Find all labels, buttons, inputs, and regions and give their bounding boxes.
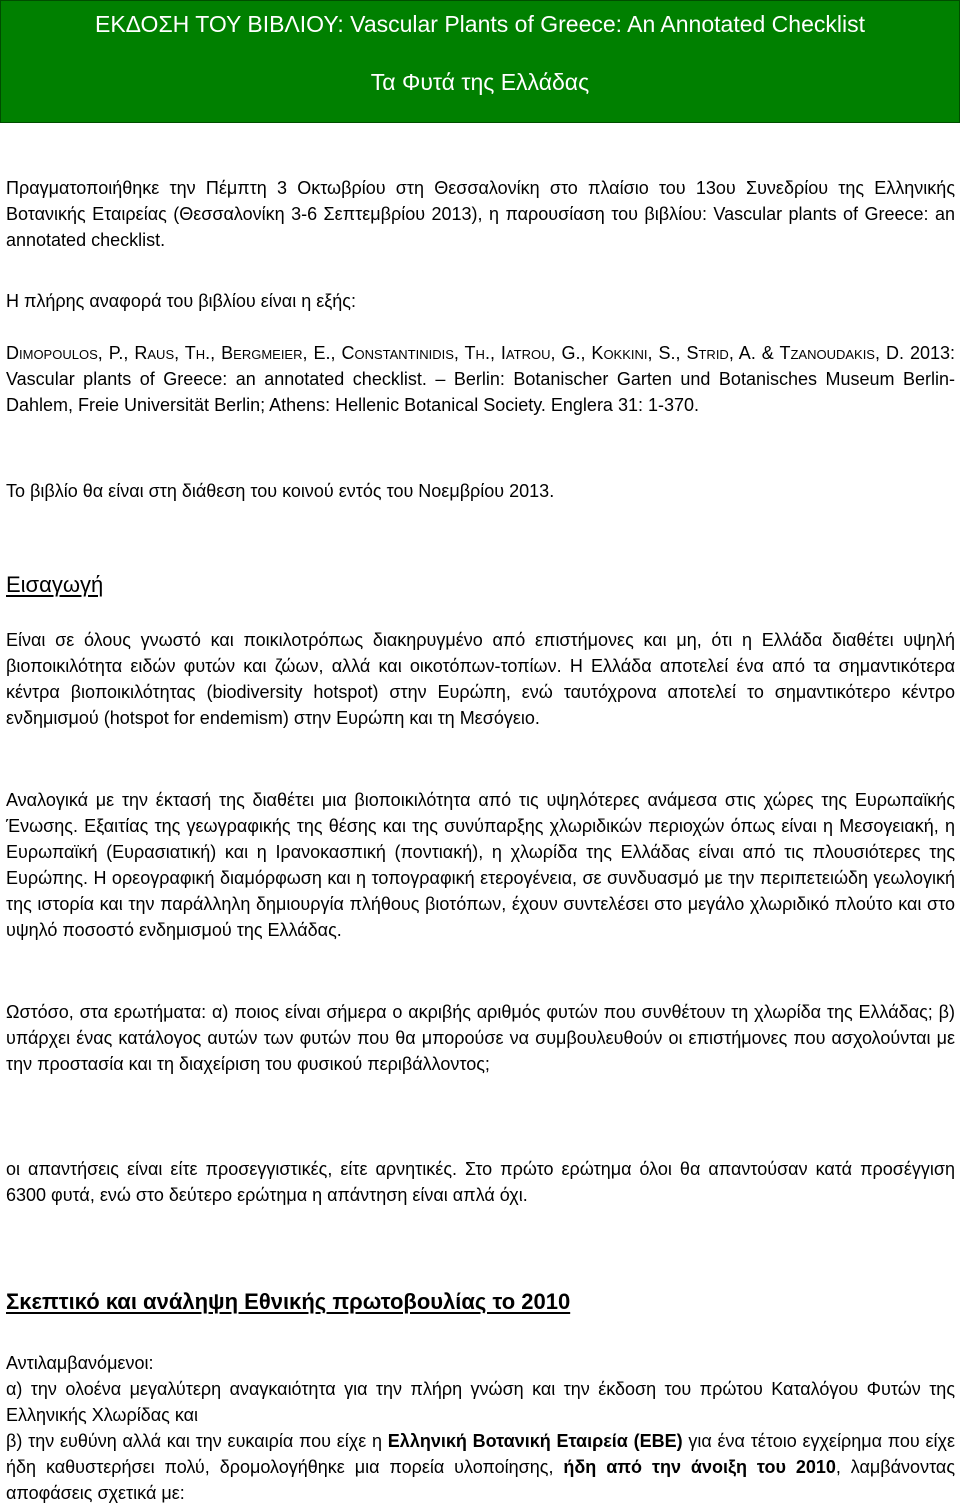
society-name: Ελληνική Βοτανική Εταιρεία (ΕΒΕ) xyxy=(387,1431,683,1451)
intro-paragraph: Πραγματοποιήθηκε την Πέμπτη 3 Οκτωβρίου στη Θεσσαλονίκη στο πλαίσιο του 13ου Συνεδρίου της Ελληνικής Βοτανικής Εταιρείας (Θεσσαλονίκη 3-6 Σεπτεμβρίου 2013), η παρουσίαση του βιβλίου: Vascular plants of Greece: an annotated checklist. xyxy=(6,178,955,250)
spring-2010-emphasis: ήδη από την άνοιξη του 2010 xyxy=(563,1457,836,1477)
reference-label: Η πλήρης αναφορά του βιβλίου είναι η εξής: xyxy=(6,291,356,311)
initiative-paragraph xyxy=(6,1350,955,1506)
section-heading-introduction: Εισαγωγή xyxy=(6,572,104,597)
introduction-paragraph-4: οι απαντήσεις είναι είτε προσεγγιστικές, είτε αρνητικές. Στο πρώτο ερώτημα όλοι θα απαντούσαν κατά προσέγγιση 6300 φυτά, ενώ στο δεύτερο ερώτημα η απάντηση είναι απλά όχι. xyxy=(6,1159,955,1205)
initiative-line-1: Αντιλαμβανόμενοι: xyxy=(6,1353,154,1373)
section-heading-initiative: Σκεπτικό και ανάληψη Εθνικής πρωτοβουλίας το 2010 xyxy=(6,1289,571,1314)
banner-subtitle: Τα Φυτά της Ελλάδας xyxy=(370,69,590,95)
citation-authors: Dimopoulos, P., Raus, Th., Bergmeier, E., Constantinidis, Th., Iatrou, G., Kokkini, S., Strid, A. & Tzanoudakis, D. xyxy=(6,343,904,363)
title-banner xyxy=(0,0,960,123)
introduction-paragraph-1: Είναι σε όλους γνωστό και ποικιλοτρόπως διακηρυγμένο από επιστήμονες και μη, ότι η Ελλάδα διαθέτει υψηλή βιοποικιλότητα ειδών φυτών και ζώων, αλλά και οικοτόπων-τοπίων. Η Ελλάδα αποτελεί ένα από τα σημαντικότερα κέντρα βιοποικιλότητας (biodiversity hotspot) στην Ευρώπη, ενώ ταυτόχρονα αποτελεί το σημαντικότερο κέντρο ενδημισμού (hotspot for endemism) στην Ευρώπη και τη Μεσόγειο. xyxy=(6,630,955,728)
citation-details: 2013: Vascular plants of Greece: an annotated checklist. – Berlin: Botanischer Garten und Botanisches Museum Berlin-Dahlem, Freie Universität Berlin; Athens: Hellenic Botanical Society. Englera 31: 1-370. xyxy=(6,343,955,415)
initiative-line-3-end: , λαμβάνοντας αποφάσεις σχετικά με: xyxy=(6,1457,956,1503)
initiative-line-3-start: β) την ευθύνη αλλά και την ευκαιρία που είχε η xyxy=(6,1431,388,1451)
introduction-paragraph-3: Ωστόσο, στα ερωτήματα: α) ποιος είναι σήμερα ο ακριβής αριθμός φυτών που συνθέτουν τη χλωρίδα της Ελλάδας; β) υπάρχει ένας κατάλογος αυτών των φυτών που θα μπορούσε να συμβουλευθούν οι επιστήμονες που ασχολούνται με την προστασία και τη διαχείριση του φυσικού περιβάλλοντος; xyxy=(6,1002,955,1074)
banner-title: ΕΚΔΟΣΗ ΤΟΥ ΒΙΒΛΙΟΥ: Vascular Plants of Greece: An Annotated Checklist xyxy=(95,11,865,37)
introduction-paragraph-2: Αναλογικά με την έκτασή της διαθέτει μια βιοποικιλότητα από τις υψηλότερες ανάμεσα στις χώρες της Ευρωπαϊκής Ένωσης. Εξαιτίας της γεωγραφικής της θέσης και της συνύπαρξης χλωριδικών περιοχών όπως είναι η Μεσογειακή, η Ευρωπαϊκή (Ευρασιατική) και η Ιρανοκασπική (ποντιακή), η χλωρίδα της Ελλάδας είναι από τις πλουσιότερες της Ευρώπης. Η ορεογραφική διαμόρφωση και η τοπογραφική ετερογένεια, σε συνδυασμό με την περιπετειώδη γεωλογική της ιστορία και την παράλληλη δημιουργία πλήθους βιοτόπων, έχουν συντελέσει στο μεγάλο χλωριδικό πλούτο και στο υψηλό ποσοστό ενδημισμού της Ελλάδας. xyxy=(6,790,955,940)
book-citation xyxy=(6,340,955,418)
initiative-line-3-mid: για ένα τέτοιο εγχείρημα που είχε ήδη καθυστερήσει πολύ, δρομολογήθηκε μια πορεία υλοποίησης, xyxy=(6,1431,955,1477)
initiative-line-2: α) την ολοένα μεγαλύτερη αναγκαιότητα για την πλήρη γνώση και την έκδοση του πρώτου Καταλόγου Φυτών της Ελληνικής Χλωρίδας και xyxy=(6,1379,955,1425)
availability-note: Το βιβλίο θα είναι στη διάθεση του κοινού εντός του Νοεμβρίου 2013. xyxy=(6,481,555,501)
